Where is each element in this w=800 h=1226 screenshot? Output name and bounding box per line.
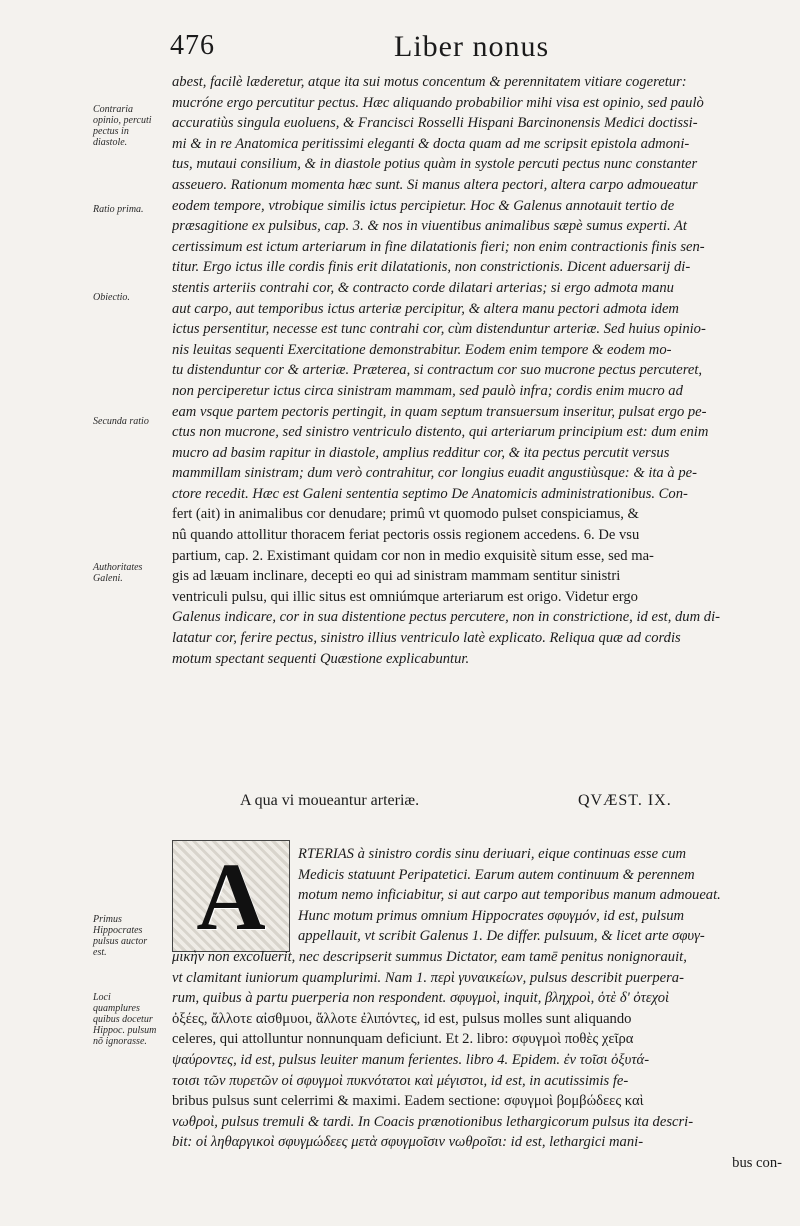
text-line: motum nemo inficiabitur, si aut carpo aut temporibus manum admoueat. xyxy=(298,887,721,904)
text-line: eam vsque partem pectoris pertingit, in quam septum transuersum inseritur, pulsat ergo pe- xyxy=(172,403,707,420)
text-line: Hunc motum primus omnium Hippocrates σφυγμόν, id est, pulsum xyxy=(298,907,685,924)
text-line: eodem tempore, vtrobique similis ictus percipietur. Hoc & Galenus annotauit tertio de xyxy=(172,197,675,214)
text-line: non perciperetur ictus circa sinistram mammam, sed paulò infra; cordis enim mucro ad xyxy=(172,382,683,399)
page-header xyxy=(170,30,770,70)
text-line: RTERIAS à sinistro cordis sinu deriuari, eique continuas esse cum xyxy=(298,846,687,862)
text-line: νωθροὶ, pulsus tremuli & tardi. In Coacis prænotionibus lethargicorum pulsus ita descri- xyxy=(172,1113,694,1130)
margin-note: Primus Hippocrates pulsus auctor est. xyxy=(93,914,148,958)
text-line: bit: οἱ ληθαργικοὶ σφυγμώδεες μετὰ σφυγμοῖσιν νωθροῖσι: id est, lethargici mani- xyxy=(172,1134,644,1151)
text-line: mucróne ergo percutitur pectus. Hæc aliquando probabilior mihi visa est opinio, sed paulò xyxy=(172,94,704,111)
text-line: mucro ad basim rapitur in diastole, amplius redditur cor, & ita pectus percutit versus xyxy=(172,444,670,461)
text-line: ictus persentitur, necesse est tunc contrahi cor, cùm distenduntur arteriæ. Sed huius opinio- xyxy=(172,321,706,338)
text-line: asseuero. Rationum momenta hæc sunt. Si manus altera pectori, altera carpo admoueatur xyxy=(172,176,698,193)
question-title: A qua vi moueantur arteriæ. xyxy=(240,792,420,809)
text-line: accuratiùs singula euoluens, & Francisci Rosselli Hispani Barcinonensis Medici doctissi- xyxy=(172,115,698,132)
body-text xyxy=(172,72,772,669)
margin-note: Secunda ratio xyxy=(93,416,149,427)
text-line: celeres, qui attolluntur nonnunquam deficiunt. Et 2. libro: σφυγμοὶ ποθὲς χεῖρα xyxy=(172,1031,634,1048)
text-line: ventriculi pulsu, qui illic situs est omniúmque arteriarum est origo. Videtur ergo xyxy=(172,588,638,605)
text-line: nû quando attollitur thoracem feriat pectoris ossis regionem accedens. 6. De vsu xyxy=(172,527,640,544)
text-line: aut carpo, aut temporibus ictus arteriæ percipitur, & altera manu pectori admota idem xyxy=(172,300,679,317)
drop-cap-letter: A xyxy=(196,842,266,950)
margin-note: Authoritates Galeni. xyxy=(93,562,143,584)
text-line: motum spectant sequenti Quæstione explicabuntur. xyxy=(172,650,470,667)
text-line: mi & in re Anatomica peritissimi eleganti & docta quam ad me scripsit epistola admoni- xyxy=(172,135,690,152)
margin-note: Obiectio. xyxy=(93,292,130,303)
question-label: QVÆST. IX. xyxy=(578,792,672,809)
text-line: stentis arteriis contrahi cor, & contracto corde dilatari arterias; si ergo admota manu xyxy=(172,279,674,296)
page-number: 476 xyxy=(170,30,215,61)
text-line: τοισι τῶν πυρετῶν οἱ σφυγμοὶ πυκνότατοι καὶ μέγιστοι, id est, in acutissimis fe- xyxy=(172,1072,629,1089)
text-line: mammillam sinistram; dum verò contrahitur, cor longius euadit angustiùsque: & ita à pe- xyxy=(172,465,697,482)
text-line: Galenus indicare, cor in sua distentione pectus percutere, non in constrictione, id est, dum di- xyxy=(172,609,720,626)
text-line: ψαύροντες, id est, pulsus leuiter manum ferientes. libro 4. Epidem. ἐν τοῖσι ὀξυτά- xyxy=(172,1051,650,1068)
text-line: Medicis statuunt Peripatetici. Earum autem continuum & perennem xyxy=(298,866,695,883)
margin-note: Loci quamplures quibus docetur Hippoc. pulsum nõ ignorasse. xyxy=(93,992,157,1047)
text-line: fert (ait) in animalibus cor denudare; primû vt quomodo pulset conspiciamus, & xyxy=(172,506,639,523)
text-line: μικὴν non excoluerit, nec descripserit summus Dictator, eam tamē penitus nonignorauit, xyxy=(172,948,687,965)
text-line: bus con- xyxy=(732,1154,782,1171)
margin-note: Contraria opinio, percuti pectus in diastole. xyxy=(93,104,152,148)
text-line: ὀξέες, ἄλλοτε αἰσθμυοι, ἄλλοτε ἐλιπόντες, id est, pulsus molles sunt aliquando xyxy=(172,1010,632,1027)
text-line: bribus pulsus sunt celerrimi & maximi. Eadem sectione: σφυγμοὶ βομβώδεες καὶ xyxy=(172,1093,644,1110)
question-body xyxy=(172,844,782,1174)
text-line: ctore recedit. Hæc est Galeni sententia septimo De Anatomicis administrationibus. Con- xyxy=(172,485,688,502)
text-line: latatur cor, ferire pectus, sinistro illius ventriculo latè explicato. Reliqua quæ ad cordis xyxy=(172,630,681,647)
text-line: præsagitione ex pulsibus, cap. 3. & nos in viuentibus animalibus sæpè sumus experti. At xyxy=(172,218,687,235)
text-line: gis ad læuam inclinare, decepti eo qui ad sinistram mammam sentitur sinistri xyxy=(172,568,621,585)
text-line: certissimum est ictum arteriarum in fine dilatationis fieri; non enim contractionis finis sen- xyxy=(172,238,705,255)
text-line: titur. Ergo ictus ille cordis finis erit dilatationis, non constrictionis. Dicent aduersarij di- xyxy=(172,259,691,276)
text-line: nis leuitas sequenti Exercitatione demonstrabitur. Eodem enim tempore & eodem mo- xyxy=(172,341,672,358)
text-line: appellauit, vt scribit Galenus 1. De differ. pulsuum, & licet arte σφυγ- xyxy=(298,928,705,945)
text-line: tus, mutaui consilium, & in diastole potius quàm in systole percuti pectus nunc constanter xyxy=(172,156,698,173)
text-line: abest, facilè læderetur, atque ita sui motus concentum & perennitatem vitiare cogeretur: xyxy=(172,74,687,90)
text-line: partium, cap. 2. Existimant quidam cor non in medio exquisitè situm esse, sed ma- xyxy=(172,547,654,564)
text-line: rum, quibus à partu puerperia non respondent. σφυγμοὶ, inquit, βληχροὶ, ὁτὲ δ' ὀτεχοὶ xyxy=(172,990,670,1007)
margin-note: Ratio prima. xyxy=(93,204,144,215)
running-title: Liber nonus xyxy=(394,30,550,63)
text-line: tu distenduntur cor & arteriæ. Præterea, si contractum cor suo mucrone pectus percuteret, xyxy=(172,362,703,379)
text-line: vt clamitant iuniorum quamplurimi. Nam 1. περὶ γυναικείων, pulsus describit puerpera- xyxy=(172,969,684,986)
text-line: ctus non mucrone, sed sinistro ventriculo distento, qui arteriarum principium est: dum enim xyxy=(172,424,709,441)
